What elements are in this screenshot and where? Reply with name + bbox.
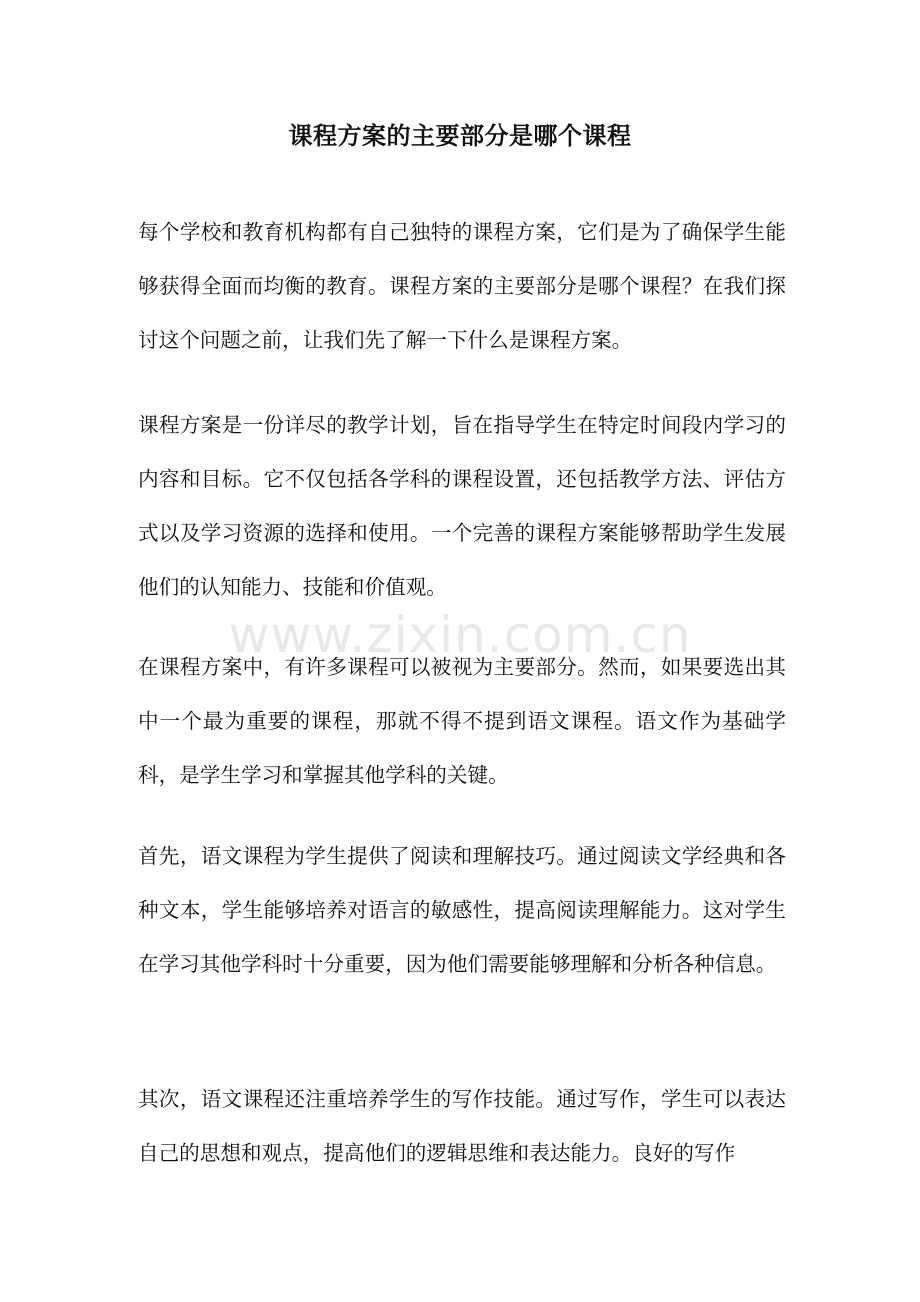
paragraph-4: 首先，语文课程为学生提供了阅读和理解技巧。通过阅读文学经典和各种文本，学生能够培养对语言的敏感性，提高阅读理解能力。这对学生在学习其他学科时十分重要，因为他们需要能够理解和分析各种信息。 [138, 844, 786, 976]
watermark: www.zixin.com.cn [228, 606, 692, 664]
paragraph-5: 其次，语文课程还注重培养学生的写作技能。通过写作，学生可以表达自己的思想和观点，提高他们的逻辑思维和表达能力。良好的写作 [138, 1087, 786, 1165]
paragraph-2: 课程方案是一份详尽的教学计划，旨在指导学生在特定时间段内学习的内容和目标。它不仅包括各学科的课程设置，还包括教学方法、评估方式以及学习资源的选择和使用。一个完善的课程方案能够帮助学生发展他们的认知能力、技能和价值观。 [138, 413, 786, 599]
paragraph-1: 每个学校和教育机构都有自己独特的课程方案，它们是为了确保学生能够获得全面而均衡的教育。课程方案的主要部分是哪个课程？在我们探讨这个问题之前，让我们先了解一下什么是课程方案。 [138, 220, 786, 352]
page-title: 课程方案的主要部分是哪个课程 [288, 121, 632, 150]
paragraph-3: 在课程方案中，有许多课程可以被视为主要部分。然而，如果要选出其中一个最为重要的课程，那就不得不提到语文课程。语文作为基础学科，是学生学习和掌握其他学科的关键。 [138, 655, 786, 787]
